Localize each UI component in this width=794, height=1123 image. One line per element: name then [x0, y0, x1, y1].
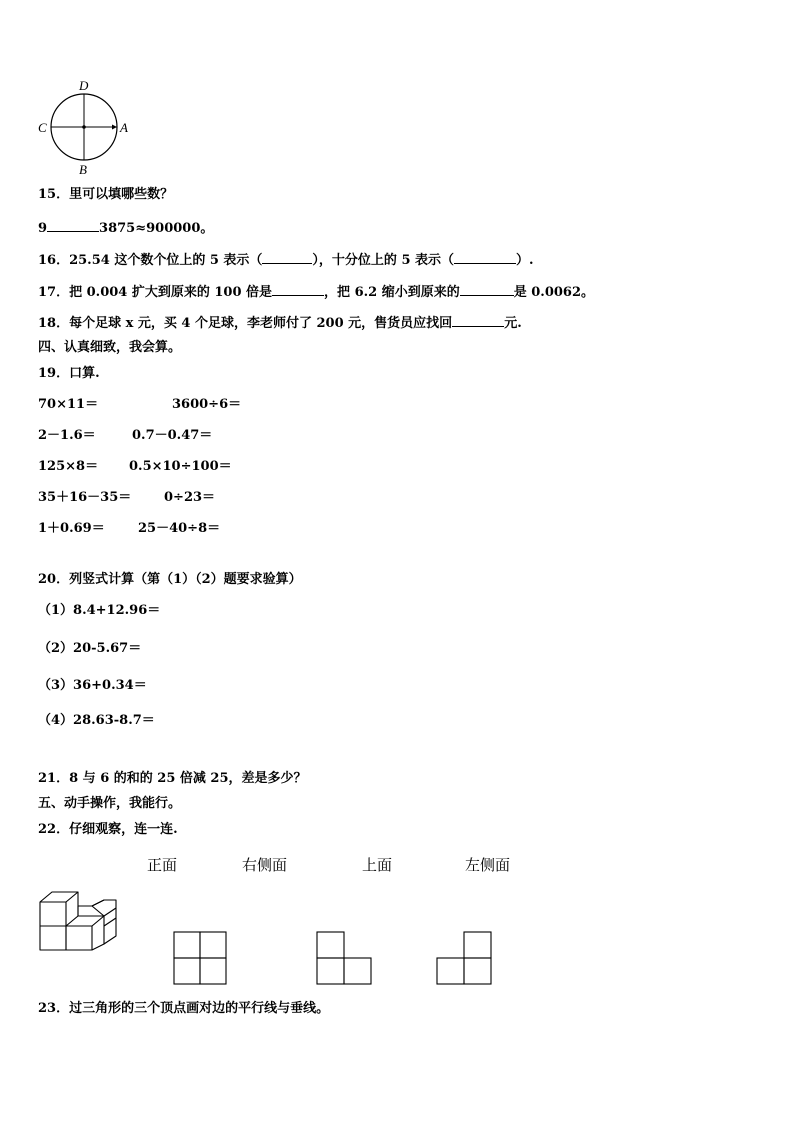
q16-part-c: ）. — [516, 253, 534, 268]
q18-part-a: 18．每个足球 x 元，买 4 个足球，李老师付了 200 元，售货员应找回 — [38, 316, 453, 331]
view-option-l-shape-right[interactable] — [436, 931, 492, 985]
q20-item-3: （3）36+0.34＝ — [38, 678, 147, 693]
circle-diagram — [30, 76, 140, 176]
q16-line — [38, 251, 534, 269]
q18-part-b: 元. — [504, 316, 522, 331]
q19-r4-b: 0÷23＝ — [164, 490, 216, 505]
q19-title: 19．口算. — [38, 366, 100, 381]
q19-r2-a: 2－1.6＝ — [38, 428, 96, 443]
q22-title: 22．仔细观察，连一连. — [38, 822, 178, 837]
q23-text: 23．过三角形的三个顶点画对边的平行线与垂线。 — [38, 1001, 330, 1016]
section-5-heading: 五、动手操作，我能行。 — [38, 796, 182, 811]
q19-r1-a: 70×11＝ — [38, 397, 99, 412]
q19-r2-b: 0.7－0.47＝ — [132, 428, 213, 443]
q19-r1-b: 3600÷6＝ — [172, 397, 242, 412]
view-label-right-side: 右侧面 — [242, 856, 288, 874]
view-option-square-grid[interactable] — [173, 931, 227, 985]
view-option-l-shape-left[interactable] — [316, 931, 372, 985]
section-4-heading: 四、认真细致，我会算。 — [38, 340, 182, 355]
q19-r3-a: 125×8＝ — [38, 459, 99, 474]
q19-r3-b: 0.5×10÷100＝ — [129, 459, 232, 474]
q17-blank-2[interactable] — [460, 283, 514, 296]
q15-blank[interactable] — [47, 219, 99, 232]
q16-blank-1[interactable] — [262, 251, 312, 264]
q17-line — [38, 283, 594, 301]
label-b: B — [79, 162, 87, 177]
label-c: C — [38, 120, 47, 135]
q16-blank-2[interactable] — [454, 251, 516, 264]
q18-line — [38, 314, 522, 332]
q20-item-2: （2）20-5.67＝ — [38, 641, 142, 656]
q15-title: 15．里可以填哪些数？ — [38, 187, 174, 202]
q20-item-4: （4）28.63-8.7＝ — [38, 713, 155, 728]
q20-title: 20．列竖式计算（第（1）（2）题要求验算） — [38, 572, 302, 587]
view-label-left-side: 左侧面 — [465, 856, 511, 874]
view-label-front: 正面 — [147, 856, 178, 874]
q21-text: 21．8 与 6 的和的 25 倍减 25，差是多少？ — [38, 771, 307, 786]
q15-line — [38, 219, 213, 237]
q19-r4-a: 35＋16－35＝ — [38, 490, 132, 505]
q19-r5-b: 25－40÷8＝ — [138, 521, 221, 536]
label-a: A — [120, 120, 128, 135]
q17-part-a: 17．把 0.004 扩大到原来的 100 倍是 — [38, 285, 273, 300]
view-label-top: 上面 — [362, 856, 393, 874]
q18-blank[interactable] — [452, 314, 504, 327]
q15-post: 3875≈900000。 — [99, 221, 214, 236]
q19-r5-a: 1＋0.69＝ — [38, 521, 105, 536]
q16-part-a: 16．25.54 这个数个位上的 5 表示（ — [38, 253, 263, 268]
q16-part-b: ），十分位上的 5 表示（ — [312, 253, 455, 268]
q17-part-b: ，把 6.2 缩小到原来的 — [324, 285, 460, 300]
cube-stack-figure — [38, 886, 120, 954]
q17-blank-1[interactable] — [272, 283, 324, 296]
q20-item-1: （1）8.4+12.96＝ — [38, 603, 161, 618]
q17-part-c: 是 0.0062。 — [513, 285, 594, 300]
label-d: D — [79, 78, 89, 93]
q15-pre: 9 — [38, 221, 48, 236]
